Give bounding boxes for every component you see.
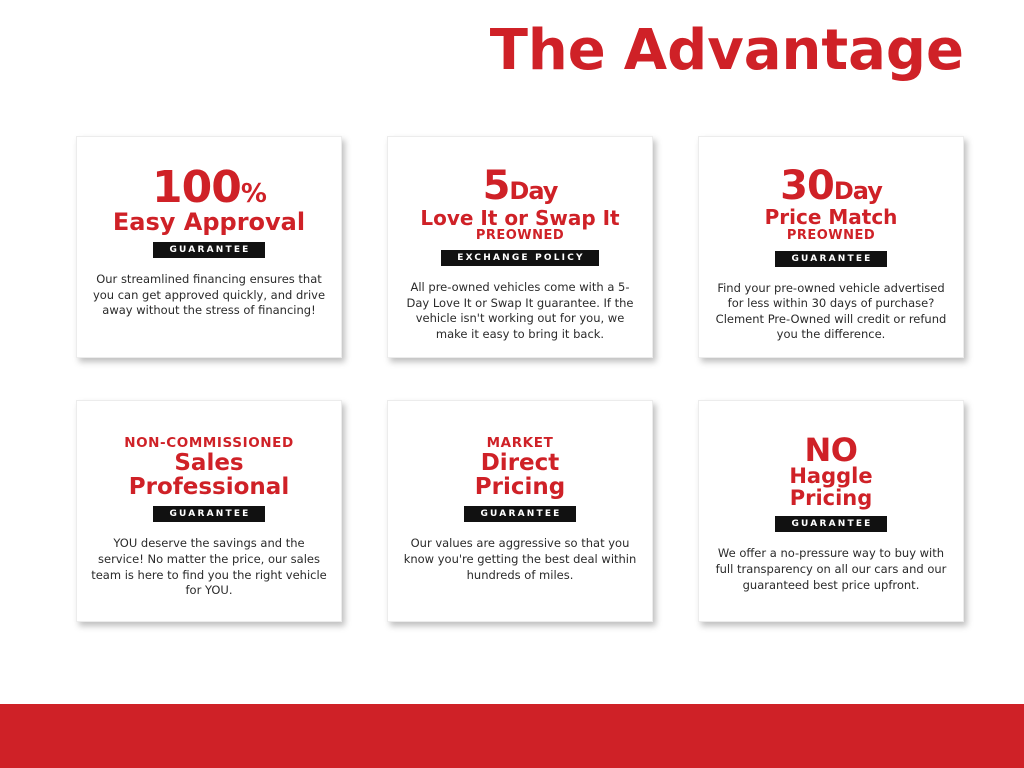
card-price-match[interactable] [698, 136, 964, 358]
card-row-top [76, 136, 964, 358]
card-headline [402, 435, 638, 522]
badge-guarantee: GUARANTEE [775, 251, 886, 267]
headline-pricing: Pricing [789, 486, 873, 511]
page-title [490, 18, 964, 83]
badge-guarantee: GUARANTEE [464, 506, 575, 522]
card-love-it-or-swap-it[interactable] [387, 136, 653, 358]
headline-5-day [402, 163, 638, 209]
headline-non-commissioned: NON-COMMISSIONED [124, 435, 294, 451]
headline-day-label: Day [833, 177, 882, 205]
badge-guarantee: GUARANTEE [153, 242, 264, 258]
card-no-haggle-pricing[interactable] [698, 400, 964, 622]
badge-guarantee: GUARANTEE [153, 506, 264, 522]
card-easy-approval[interactable] [76, 136, 342, 358]
headline-day-label: Day [509, 177, 558, 205]
headline-preowned: PREOWNED [475, 228, 565, 243]
card-non-commissioned-sales[interactable] [76, 400, 342, 622]
card-headline [713, 163, 949, 267]
card-market-direct-pricing[interactable] [387, 400, 653, 622]
headline-pricing: Pricing [474, 474, 566, 501]
headline-no: NO [804, 431, 858, 469]
headline-professional: Professional [128, 474, 290, 501]
badge-exchange-policy: EXCHANGE POLICY [441, 250, 599, 266]
page-title-word-the: The [489, 18, 606, 83]
headline-30-day [713, 163, 949, 209]
headline-number: 100 [152, 162, 241, 213]
badge-guarantee: GUARANTEE [775, 516, 886, 532]
headline-number: 5 [482, 163, 510, 209]
card-headline [402, 163, 638, 266]
footer-bar [0, 704, 1024, 768]
headline-100-percent [91, 162, 327, 213]
headline-price-match: Price Match [764, 205, 898, 229]
headline-number: 30 [780, 163, 834, 209]
card-headline [91, 435, 327, 522]
card-description: Our streamlined financing ensures that you can get approved quickly, and drive away without the stress of financing! [92, 271, 326, 318]
page-header [0, 8, 1024, 98]
card-row-bottom [76, 400, 964, 622]
card-description: Find your pre-owned vehicle advertised for less within 30 days of purchase? Clement Pre-Owned will credit or refund you the difference. [715, 280, 947, 342]
card-headline [713, 431, 949, 532]
page-title-word-advantage: Advantage [623, 18, 964, 83]
advantage-card-grid [76, 136, 964, 622]
headline-market: MARKET [486, 435, 554, 451]
headline-haggle: Haggle [789, 464, 873, 489]
headline-sales: Sales [174, 450, 244, 477]
headline-love-it-or-swap-it: Love It or Swap It [420, 206, 620, 230]
card-description: Our values are aggressive so that you know you're getting the best deal within hundreds of miles. [403, 536, 637, 582]
card-headline [91, 162, 327, 258]
headline-easy-approval: Easy Approval [112, 207, 306, 236]
card-description: All pre-owned vehicles come with a 5-Day Love It or Swap It guarantee. If the vehicle isn't working out for you, we make it easy to bring it back. [406, 280, 634, 341]
card-description: YOU deserve the savings and the service! No matter the price, our sales team is here to find you the right vehicle for YOU. [91, 536, 327, 598]
headline-direct: Direct [480, 450, 560, 477]
headline-preowned: PREOWNED [786, 228, 876, 243]
headline-percent-sign: % [240, 179, 266, 209]
card-description: We offer a no-pressure way to buy with full transparency on all our cars and our guaranteed best price upfront. [715, 546, 947, 592]
